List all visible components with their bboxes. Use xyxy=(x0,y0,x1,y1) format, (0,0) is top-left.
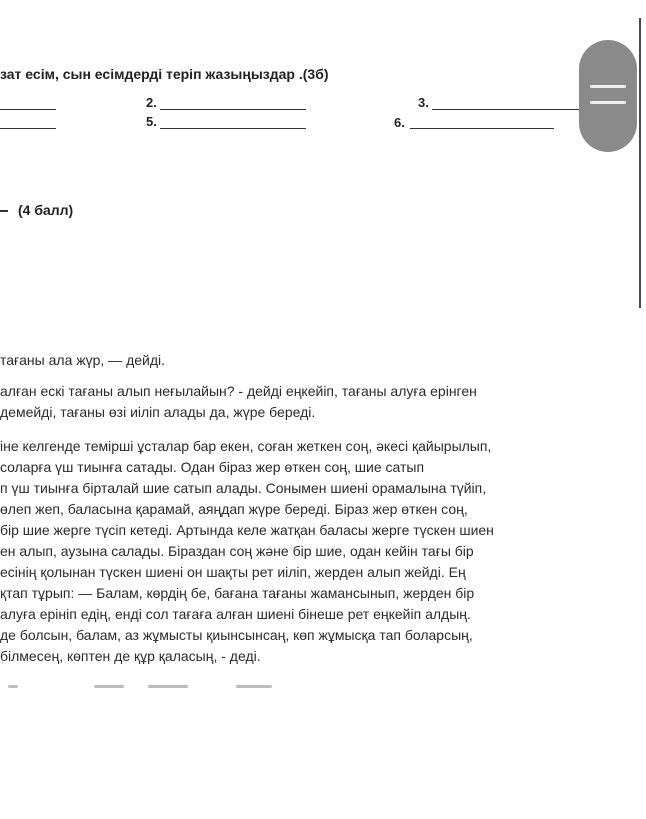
story-line: бір шие жерге түсіп кетеді. Артында келе жатқан баласы жерге түскен шиен xyxy=(0,522,494,538)
answer-blank-6 xyxy=(410,128,554,129)
story-line: білмесең, көптен де құр қаласың, - деді. xyxy=(0,648,261,664)
story-line: ен алып, аузына салады. Біраздан соң және бір шие, одан кейін тағы бір xyxy=(0,543,474,559)
task2-score xyxy=(0,202,73,218)
answer-blank-3 xyxy=(432,109,582,110)
story-line: демейді, тағаны өзі иіліп алады да, жүре береді. xyxy=(0,404,316,420)
answer-label-5: 5. xyxy=(146,114,157,129)
story-line: п үш тиынға бірталай шие сатып алады. Сонымен шиені орамалына түйіп, xyxy=(0,480,487,496)
scroll-handle[interactable] xyxy=(579,40,637,152)
story-line: алған ескі тағаны алып неғылайын? - дейді еңкейіп, тағаны алуға ерінген xyxy=(0,383,477,399)
story-line: қтап тұрып: — Балам, көрдің бе, бағана тағаны жамансынып, жерден бір xyxy=(0,585,475,601)
page-edge-line xyxy=(639,18,641,308)
story-line: іне келгенде темірші ұсталар бар екен, соған жеткен соң, әкесі қайырылып, xyxy=(0,438,492,454)
story-line: тағаны ала жүр, — дейді. xyxy=(0,352,166,368)
cut-mark xyxy=(0,210,8,212)
answer-label-3: 3. xyxy=(418,95,429,110)
story-line: есінің қолынан түскен шиені он шақты рет иіліп, жерден алып жейді. Ең xyxy=(0,564,466,580)
answer-blank-4 xyxy=(0,128,56,129)
story-line: өлеп жеп, баласына қарамай, аяңдап жүре береді. Біраз жер өткен соң, xyxy=(0,501,468,517)
answer-blank-2 xyxy=(160,109,306,110)
faded-next-line xyxy=(8,684,308,690)
answer-label-6: 6. xyxy=(394,115,405,130)
answer-blank-5 xyxy=(160,128,306,129)
answer-label-2: 2. xyxy=(146,95,157,110)
task-instruction: зат есім, сын есімдерді теріп жазыңыздар .(3б) xyxy=(0,66,329,82)
answer-blank-1 xyxy=(0,109,56,110)
story-line: соларға үш тиынға сатады. Одан біраз жер өткен соң, шие сатып xyxy=(0,459,425,475)
task2-score-label: (4 балл) xyxy=(18,202,74,218)
story-line: алуға ерініп едің, енді сол тағаға алған шиені бінеше рет еңкейіп алдың. xyxy=(0,606,471,622)
story-line: де болсын, балам, аз жұмысты қиынсынсаң, көп жұмысқа тап боларсың, xyxy=(0,627,473,643)
